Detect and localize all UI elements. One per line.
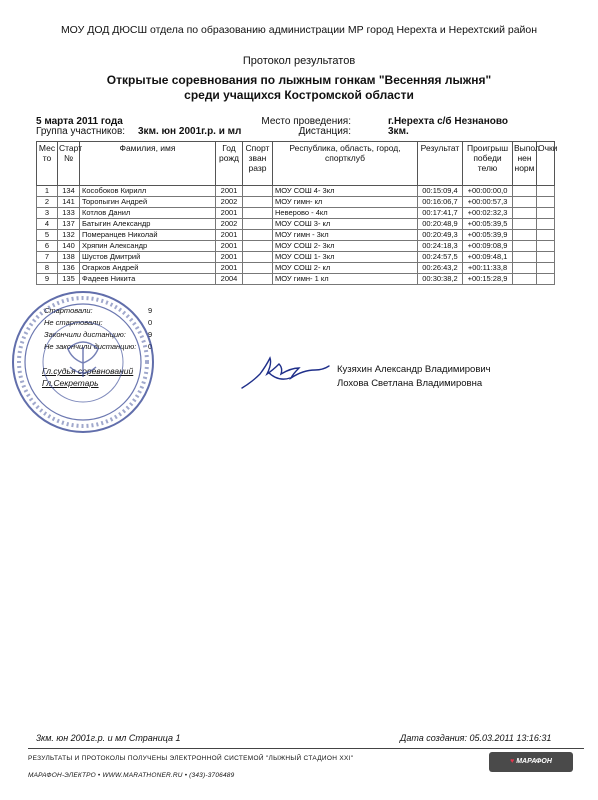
cell-result: 00:24:57,5 [418, 252, 463, 263]
stat-label: Стартовали: [44, 306, 93, 315]
cell-norm [513, 274, 537, 285]
cell-bib: 141 [58, 197, 80, 208]
cell-rank [243, 197, 273, 208]
event-date: 5 марта 2011 года [36, 116, 123, 127]
cell-points [537, 274, 555, 285]
cell-place: 1 [37, 186, 58, 197]
footer-divider [28, 748, 584, 749]
cell-result: 00:16:06,7 [418, 197, 463, 208]
stat-label: Закончили дистанцию: [44, 330, 126, 339]
cell-club: МОУ СОШ 2- 3кл [273, 241, 418, 252]
cell-bib: 137 [58, 219, 80, 230]
cell-result: 00:30:38,2 [418, 274, 463, 285]
cell-bib: 133 [58, 208, 80, 219]
cell-points [537, 252, 555, 263]
cell-name: Котлов Данил [80, 208, 216, 219]
cell-club: МОУ гимн - 3кл [273, 230, 418, 241]
table-row [37, 252, 555, 263]
cell-points [537, 219, 555, 230]
cell-gap: +00:00:57,3 [463, 197, 513, 208]
col-header-club: Республика, область, город, спортклуб [273, 142, 418, 186]
cell-rank [243, 241, 273, 252]
distance-value: 3км. [388, 126, 409, 137]
table-row [37, 219, 555, 230]
cell-points [537, 241, 555, 252]
cell-year: 2001 [216, 208, 243, 219]
col-header-points: Очки [537, 142, 555, 186]
cell-club: Неверово - 4кл [273, 208, 418, 219]
cell-bib: 136 [58, 263, 80, 274]
cell-norm [513, 252, 537, 263]
group-value: 3км. юн 2001г.р. и мл [138, 126, 242, 137]
cell-name: Батыгин Александр [80, 219, 216, 230]
col-header-year: Год рожд [216, 142, 243, 186]
cell-year: 2001 [216, 241, 243, 252]
cell-year: 2002 [216, 219, 243, 230]
venue-label: Место проведения: [261, 116, 351, 127]
table-row [37, 263, 555, 274]
cell-rank [243, 208, 273, 219]
cell-rank [243, 186, 273, 197]
cell-points [537, 230, 555, 241]
cell-club: МОУ гимн- кл [273, 197, 418, 208]
cell-norm [513, 197, 537, 208]
cell-name: Померанцев Николай [80, 230, 216, 241]
event-title-line1: Открытые соревнования по лыжным гонкам "Весенняя лыжня" [106, 73, 492, 87]
stat-value: 0 [148, 318, 153, 327]
cell-rank [243, 263, 273, 274]
table-row [37, 186, 555, 197]
cell-year: 2001 [216, 186, 243, 197]
cell-norm [513, 263, 537, 274]
results-table [36, 141, 558, 285]
cell-points [537, 263, 555, 274]
table-row [37, 241, 555, 252]
cell-norm [513, 219, 537, 230]
cell-gap: +00:00:00,0 [463, 186, 513, 197]
footer-contact: МАРАФОН-ЭЛЕКТРО • WWW.MARATHONER.RU • (343)-3706489 [28, 772, 235, 779]
footer-system-note: РЕЗУЛЬТАТЫ И ПРОТОКОЛЫ ПОЛУЧЕНЫ ЭЛЕКТРОННОЙ СИСТЕМОЙ "ЛЫЖНЫЙ СТАДИОН XXI" [28, 755, 354, 762]
cell-gap: +00:02:32,3 [463, 208, 513, 219]
cell-club: МОУ СОШ 3- кл [273, 219, 418, 230]
cell-result: 00:20:48,9 [418, 219, 463, 230]
cell-norm [513, 230, 537, 241]
cell-bib: 135 [58, 274, 80, 285]
cell-rank [243, 230, 273, 241]
col-header-gap: Проигрыш победи телю [463, 142, 513, 186]
page-info: 3км. юн 2001г.р. и мл Страница 1 [36, 733, 181, 743]
cell-name: Фадеев Никита [80, 274, 216, 285]
cell-name: Хряпин Александр [80, 241, 216, 252]
cell-norm [513, 241, 537, 252]
cell-result: 00:20:49,3 [418, 230, 463, 241]
col-header-norm: Выпол нен норм [513, 142, 537, 186]
signature [238, 348, 348, 398]
cell-place: 2 [37, 197, 58, 208]
stat-value: 9 [148, 306, 153, 315]
stat-value: 9 [148, 330, 153, 339]
cell-gap: +00:09:08,9 [463, 241, 513, 252]
cell-place: 6 [37, 241, 58, 252]
table-row [37, 197, 555, 208]
cell-result: 00:26:43,2 [418, 263, 463, 274]
protocol-heading: Протокол результатов [242, 55, 356, 67]
cell-bib: 134 [58, 186, 80, 197]
judge-label: Гл.судья соревнований [42, 366, 134, 376]
col-header-bib: Старт № [58, 142, 80, 186]
cell-year: 2001 [216, 230, 243, 241]
cell-year: 2002 [216, 197, 243, 208]
heart-icon: ♥ [510, 758, 515, 765]
cell-bib: 140 [58, 241, 80, 252]
table-header-row [37, 142, 555, 186]
cell-norm [513, 208, 537, 219]
col-header-rank: Спорт зван разр [243, 142, 273, 186]
cell-name: Кособоков Кирилл [80, 186, 216, 197]
cell-year: 2004 [216, 274, 243, 285]
cell-rank [243, 252, 273, 263]
table-row [37, 230, 555, 241]
cell-year: 2001 [216, 252, 243, 263]
cell-result: 00:15:09,4 [418, 186, 463, 197]
cell-rank [243, 274, 273, 285]
table-row [37, 274, 555, 285]
col-header-name: Фамилия, имя [80, 142, 216, 186]
cell-place: 8 [37, 263, 58, 274]
cell-club: МОУ гимн- 1 кл [273, 274, 418, 285]
creation-date: Дата создания: 05.03.2011 13:16:31 [400, 733, 552, 743]
cell-gap: +00:11:33,8 [463, 263, 513, 274]
cell-place: 3 [37, 208, 58, 219]
judge-name: Кузяхин Александр Владимирович [337, 364, 491, 375]
cell-points [537, 208, 555, 219]
official-seal [8, 287, 158, 437]
marathon-logo: ♥ МАРАФОН [489, 752, 573, 772]
col-header-result: Результат [418, 142, 463, 186]
cell-gap: +00:05:39,5 [463, 219, 513, 230]
cell-place: 4 [37, 219, 58, 230]
cell-bib: 132 [58, 230, 80, 241]
event-title-line2: среди учащихся Костромской области [184, 88, 414, 102]
stat-label: Не стартовали: [44, 318, 103, 327]
col-header-place: Мес то [37, 142, 58, 186]
group-label: Группа участников: [36, 126, 126, 137]
cell-year: 2001 [216, 263, 243, 274]
organization-line: МОУ ДОД ДЮСШ отдела по образованию администрации МР город Нерехта и Нерехтский район [60, 24, 538, 36]
cell-result: 00:17:41,7 [418, 208, 463, 219]
cell-place: 9 [37, 274, 58, 285]
cell-result: 00:24:18,3 [418, 241, 463, 252]
cell-gap: +00:09:48,1 [463, 252, 513, 263]
distance-label: Дистанция: [298, 126, 351, 137]
secretary-name: Лохова Светлана Владимировна [337, 378, 483, 389]
cell-gap: +00:05:39,9 [463, 230, 513, 241]
cell-place: 5 [37, 230, 58, 241]
stat-label: Не закончили дистанцию: [44, 342, 137, 351]
cell-name: Шустов Дмитрий [80, 252, 216, 263]
cell-bib: 138 [58, 252, 80, 263]
cell-name: Огарков Андрей [80, 263, 216, 274]
stat-value: 0 [148, 342, 153, 351]
venue-value: г.Нерехта с/б Незнаново [388, 116, 508, 127]
cell-club: МОУ СОШ 4- 3кл [273, 186, 418, 197]
cell-club: МОУ СОШ 2- кл [273, 263, 418, 274]
cell-club: МОУ СОШ 1- 3кл [273, 252, 418, 263]
secretary-label: Гл.Секретарь [42, 378, 99, 388]
cell-rank [243, 219, 273, 230]
cell-norm [513, 186, 537, 197]
cell-name: Торопыгин Андрей [80, 197, 216, 208]
table-row [37, 208, 555, 219]
cell-points [537, 186, 555, 197]
cell-points [537, 197, 555, 208]
cell-place: 7 [37, 252, 58, 263]
cell-gap: +00:15:28,9 [463, 274, 513, 285]
